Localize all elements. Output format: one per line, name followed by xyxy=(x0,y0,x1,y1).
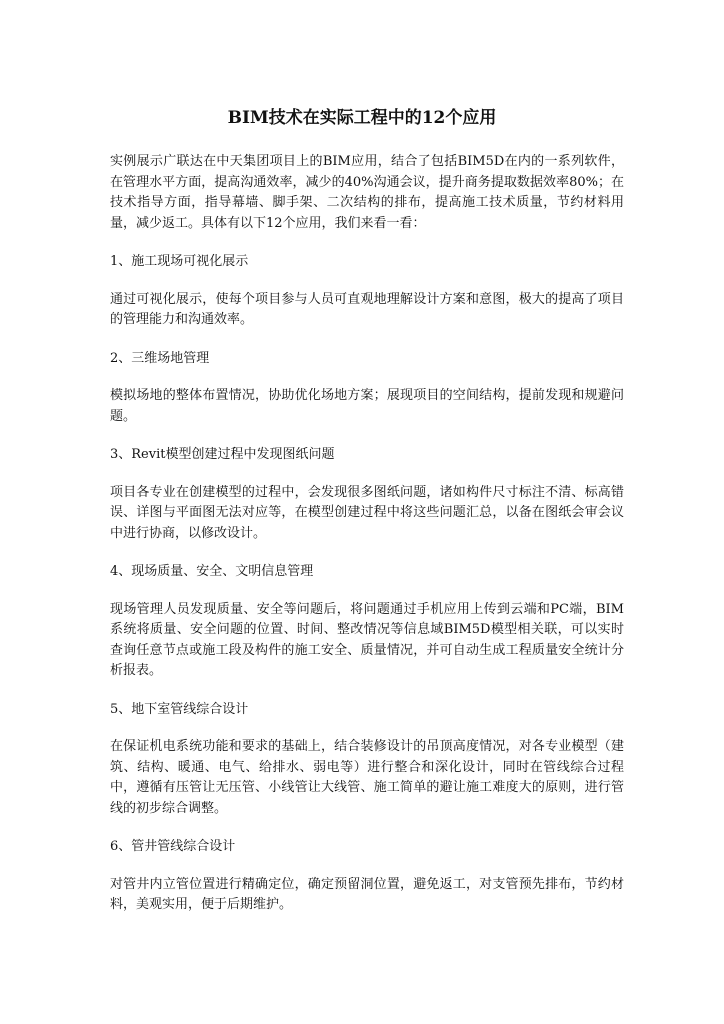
section-body-6: 对管井内立管位置进行精确定位，确定预留洞位置，避免返工，对支管预先排布，节约材料，美观实用，便于后期维护。 xyxy=(110,876,624,912)
section-heading-5: 5、地下室管线综合设计 xyxy=(110,701,249,717)
section-body-5: 在保证机电系统功能和要求的基础上，结合装修设计的吊顶高度情况，对各专业模型（建筑、结构、暖通、电气、给排水、弱电等）进行整合和深化设计，同时在管线综合过程中，遵循有压管让无压管、小线管让大线管、施工简单的避让施工难度大的原则，进行管线的初步综合调整。 xyxy=(110,739,624,816)
section-heading-2: 2、三维场地管理 xyxy=(110,350,210,366)
document-title: BIM技术在实际工程中的12个应用 xyxy=(227,108,497,128)
section-body-3: 项目各专业在创建模型的过程中，会发现很多图纸问题，诸如构件尺寸标注不清、标高错误、详图与平面图无法对应等，在模型创建过程中将这些问题汇总，以备在图纸会审会议中进行协商，以修改设计。 xyxy=(110,484,624,541)
intro-paragraph: 实例展示广联达在中天集团项目上的BIM应用，结合了包括BIM5D在内的一系列软件，在管理水平方面，提高沟通效率，减少的40%沟通会议，提升商务提取数据效率80%；在技术指导方面，指导幕墙、脚手架、二次结构的排布，提高施工技术质量，节约材料用量，减少返工。具体有以下12个应用，我们来看一看： xyxy=(110,154,624,231)
section-body-2: 模拟场地的整体布置情况，协助优化场地方案；展现项目的空间结构，提前发现和规避问题。 xyxy=(110,388,624,424)
section-body-4: 现场管理人员发现质量、安全等问题后，将问题通过手机应用上传到云端和PC端，BIM系统将质量、安全问题的位置、时间、整改情况等信息域BIM5D模型相关联，可以实时查询任意节点或施工段及构件的施工安全、质量情况，并可自动生成工程质量安全统计分析报表。 xyxy=(110,601,624,678)
document-body xyxy=(110,152,624,934)
section-body-1: 通过可视化展示，使每个项目参与人员可直观地理解设计方案和意图，极大的提高了项目的管理能力和沟通效率。 xyxy=(110,291,624,327)
section-heading-1: 1、施工现场可视化展示 xyxy=(110,254,249,269)
section-heading-6: 6、管井管线综合设计 xyxy=(110,839,236,854)
section-heading-4: 4、现场质量、安全、文明信息管理 xyxy=(110,564,314,579)
section-heading-3: 3、Revit模型创建过程中发现图纸问题 xyxy=(110,447,335,462)
